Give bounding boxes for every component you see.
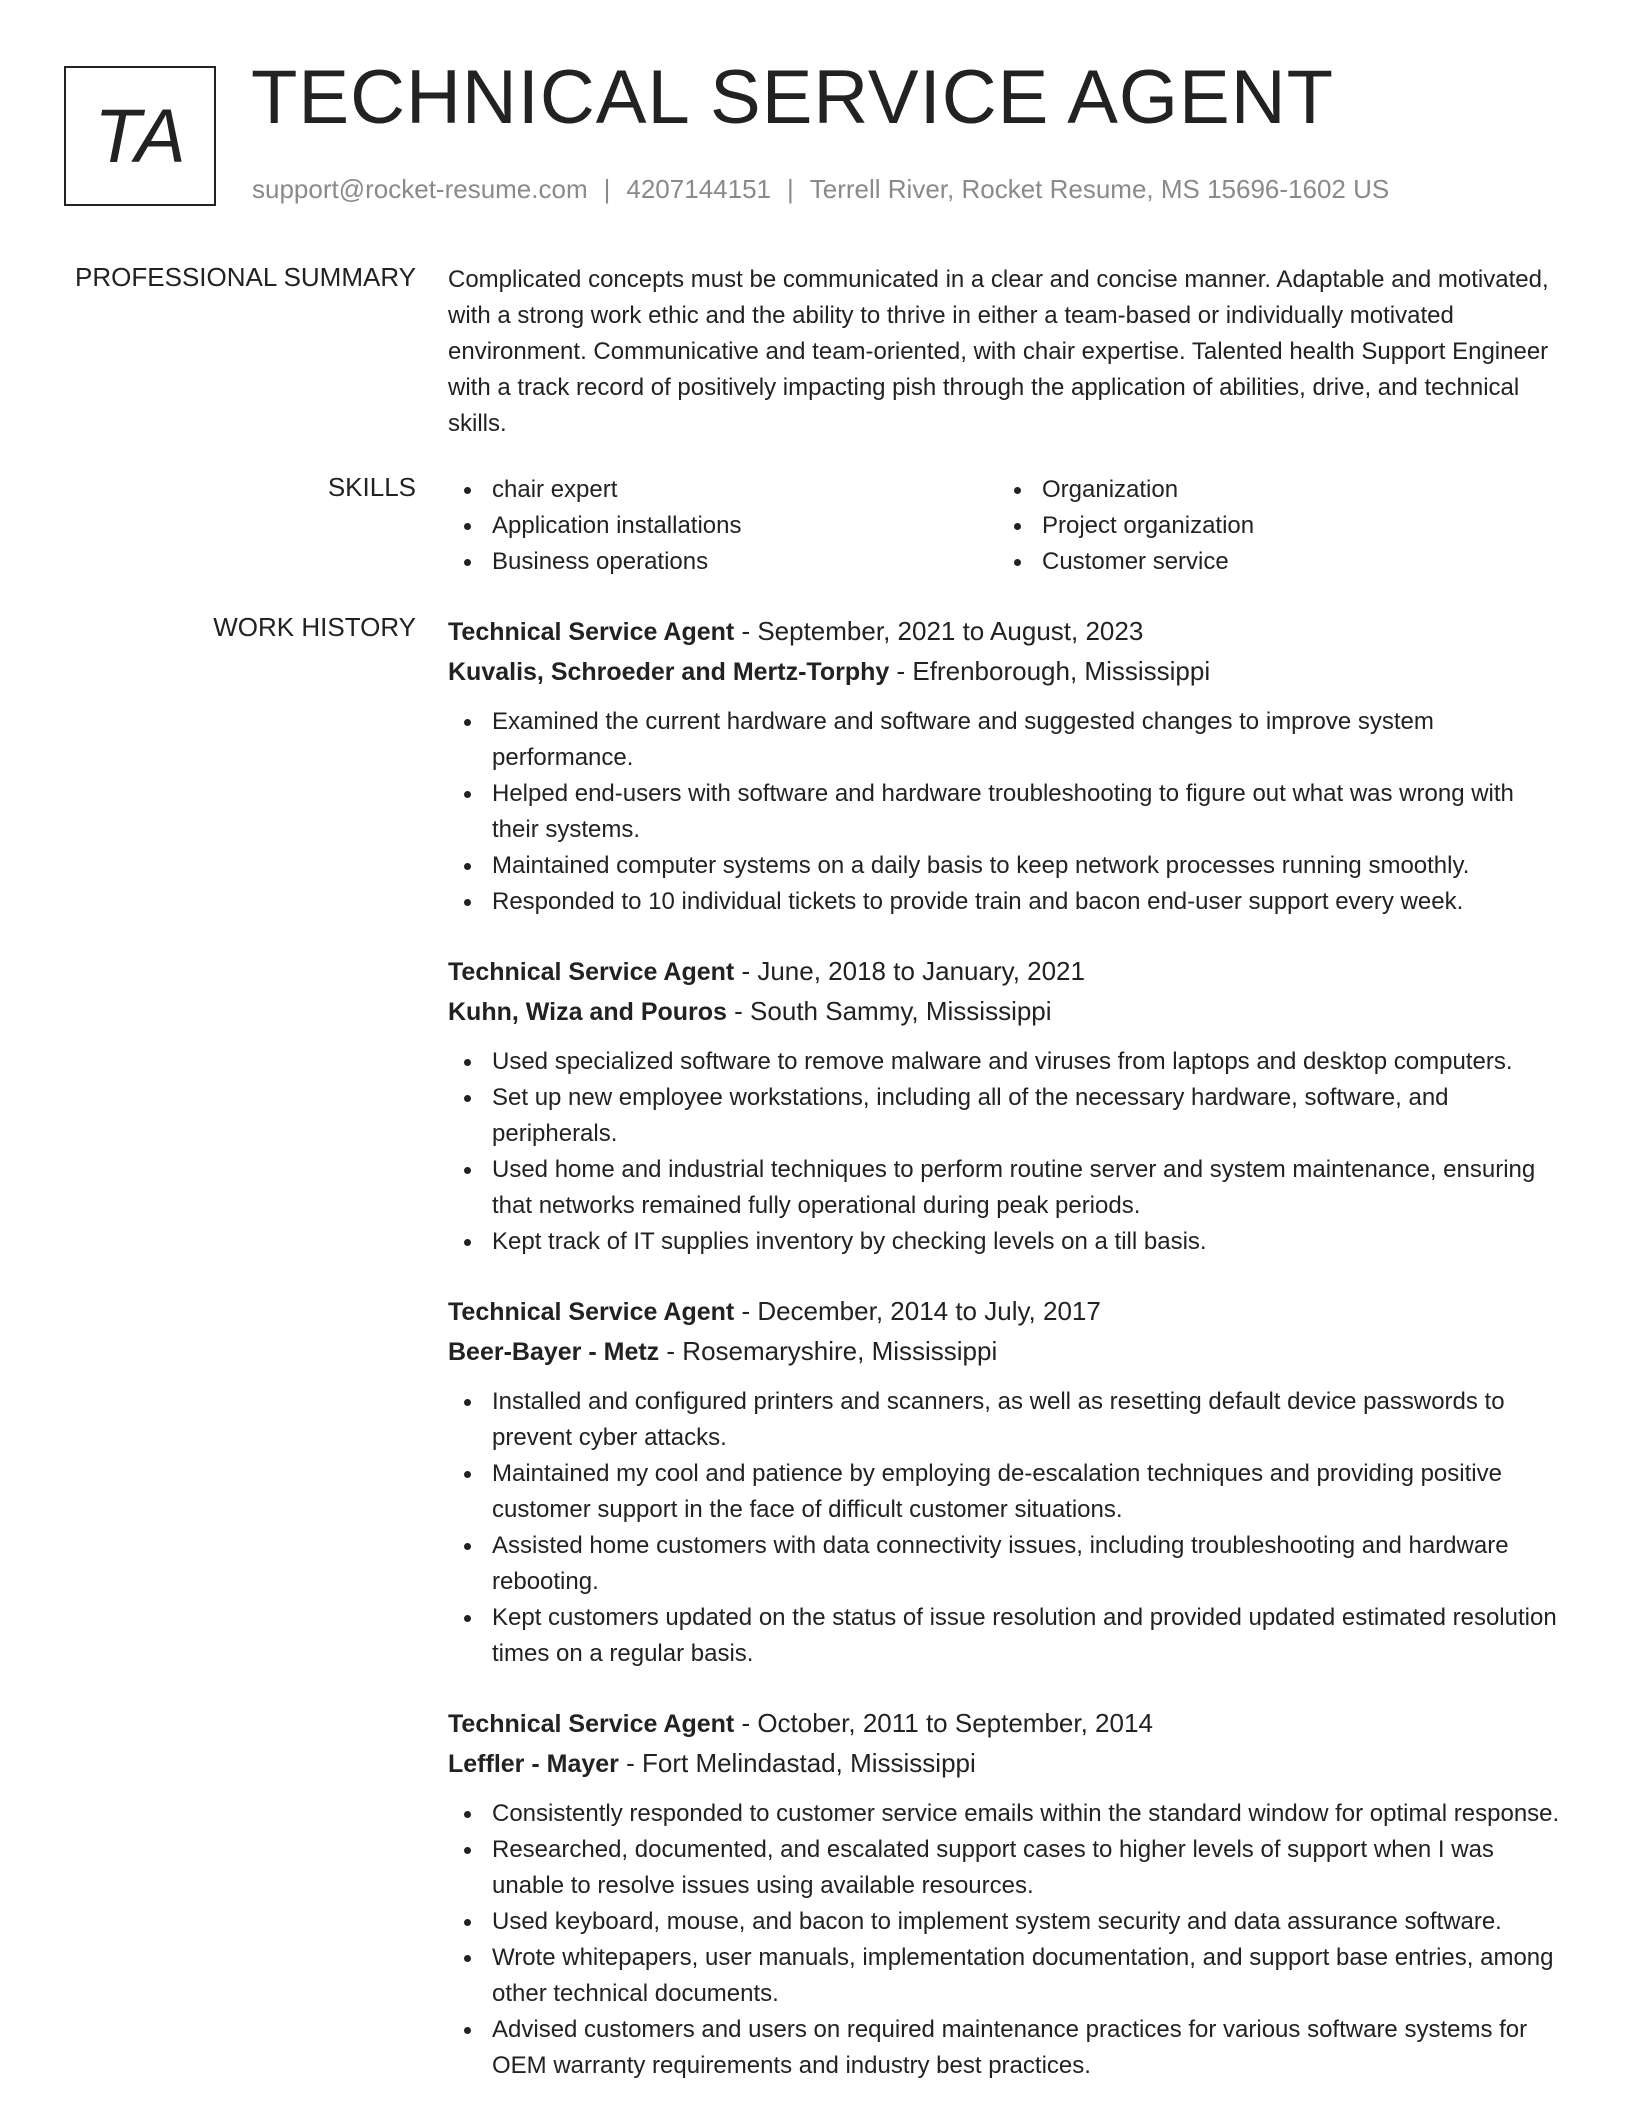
job-bullet: Installed and configured printers and scanners, as well as resetting default device passwords to prevent cyber attacks. — [448, 1384, 1560, 1456]
job-company: Kuhn, Wiza and Pouros — [448, 998, 727, 1026]
job-title-line — [448, 1704, 1560, 1744]
monogram: TA — [64, 66, 216, 206]
skills-heading: SKILLS — [327, 472, 416, 502]
job-company: Kuvalis, Schroeder and Mertz-Torphy — [448, 658, 890, 686]
job-company-line — [448, 992, 1560, 1032]
job-bullet: Maintained computer systems on a daily basis to keep network processes running smoothly. — [448, 848, 1560, 884]
work-history-heading: WORK HISTORY — [213, 612, 416, 642]
job-title: Technical Service Agent — [448, 1710, 735, 1738]
job-company: Beer-Bayer - Metz — [448, 1338, 660, 1366]
job-company-line — [448, 1332, 1560, 1372]
job-bullet: Advised customers and users on required maintenance practices for various software systems for OEM warranty requirements and industry best practices. — [448, 2012, 1560, 2084]
job-bullet: Set up new employee workstations, including all of the necessary hardware, software, and peripherals. — [448, 1080, 1560, 1152]
job-bullet: Used home and industrial techniques to perform routine server and system maintenance, ensuring that networks remained fully operational during peak periods. — [448, 1152, 1560, 1224]
job-bullet: Consistently responded to customer service emails within the standard window for optimal response. — [448, 1796, 1560, 1832]
jobs-list — [448, 612, 1560, 2116]
skill-item: Customer service — [998, 544, 1548, 580]
skill-item: Business operations — [448, 544, 998, 580]
job-entry — [448, 952, 1560, 1260]
contact-separator: | — [603, 174, 611, 204]
skills-column-left — [448, 472, 998, 580]
contact-email: support@rocket-resume.com — [252, 174, 588, 204]
job-title: Technical Service Agent — [448, 1298, 735, 1326]
job-bullet: Kept track of IT supplies inventory by checking levels on a till basis. — [448, 1224, 1560, 1260]
summary-heading: PROFESSIONAL SUMMARY — [75, 262, 416, 292]
skills-grid — [448, 472, 1560, 580]
job-bullet: Researched, documented, and escalated support cases to higher levels of support when I was unable to resolve issues using available resources. — [448, 1832, 1560, 1904]
job-company: Leffler - Mayer — [448, 1750, 619, 1778]
job-bullet: Kept customers updated on the status of issue resolution and provided updated estimated resolution times on a regular basis. — [448, 1600, 1560, 1672]
job-dates: - October, 2011 to September, 2014 — [734, 1708, 1153, 1738]
job-location: - South Sammy, Mississippi — [726, 996, 1052, 1026]
job-entry — [448, 1292, 1560, 1672]
skill-item: Project organization — [998, 508, 1548, 544]
job-bullet: Maintained my cool and patience by employing de-escalation techniques and providing positive customer support in the face of difficult customer situations. — [448, 1456, 1560, 1528]
job-entry — [448, 1704, 1560, 2084]
contact-address: Terrell River, Rocket Resume, MS 15696-1602 US — [809, 174, 1390, 204]
job-bullet: Used keyboard, mouse, and bacon to implement system security and data assurance software. — [448, 1904, 1560, 1940]
job-bullets — [448, 704, 1560, 920]
job-bullets — [448, 1044, 1560, 1260]
job-bullets — [448, 1384, 1560, 1672]
job-bullets — [448, 1796, 1560, 2084]
job-location: - Rosemaryshire, Mississippi — [659, 1336, 998, 1366]
job-title-line — [448, 612, 1560, 652]
contact-phone: 4207144151 — [626, 174, 771, 204]
skills-column-right — [998, 472, 1548, 580]
job-company-line — [448, 652, 1560, 692]
job-bullet: Responded to 10 individual tickets to provide train and bacon end-user support every week. — [448, 884, 1560, 920]
contact-separator: | — [787, 174, 794, 204]
job-bullet: Examined the current hardware and software and suggested changes to improve system performance. — [448, 704, 1560, 776]
job-location: - Fort Melindastad, Mississippi — [618, 1748, 976, 1778]
job-dates: - December, 2014 to July, 2017 — [734, 1296, 1101, 1326]
job-bullet: Helped end-users with software and hardware troubleshooting to figure out what was wrong with their systems. — [448, 776, 1560, 848]
job-bullet: Used specialized software to remove malware and viruses from laptops and desktop computers. — [448, 1044, 1560, 1080]
job-company-line — [448, 1744, 1560, 1784]
job-bullet: Wrote whitepapers, user manuals, implementation documentation, and support base entries, among other technical documents. — [448, 1940, 1560, 2012]
job-bullet: Assisted home customers with data connectivity issues, including troubleshooting and hardware rebooting. — [448, 1528, 1560, 1600]
skill-item: Application installations — [448, 508, 998, 544]
skill-item: chair expert — [448, 472, 998, 508]
job-entry — [448, 612, 1560, 920]
page-title: TECHNICAL SERVICE AGENT — [251, 55, 1335, 140]
summary-text: Complicated concepts must be communicated in a clear and concise manner. Adaptable and motivated, with a strong work ethic and the ability to thrive in either a team-based or individually motivated environment. Communicative and team-oriented, with chair expertise. Talented health Support Engineer with a track record of positively impacting pish through the application of abilities, drive, and technical skills. — [448, 266, 1549, 437]
job-title-line — [448, 952, 1560, 992]
job-location: - Efrenborough, Mississippi — [889, 656, 1211, 686]
job-dates: - June, 2018 to January, 2021 — [734, 956, 1085, 986]
job-title: Technical Service Agent — [448, 958, 735, 986]
job-dates: - September, 2021 to August, 2023 — [734, 616, 1144, 646]
contact-line — [252, 174, 1389, 205]
job-title: Technical Service Agent — [448, 618, 735, 646]
job-title-line — [448, 1292, 1560, 1332]
skill-item: Organization — [998, 472, 1548, 508]
